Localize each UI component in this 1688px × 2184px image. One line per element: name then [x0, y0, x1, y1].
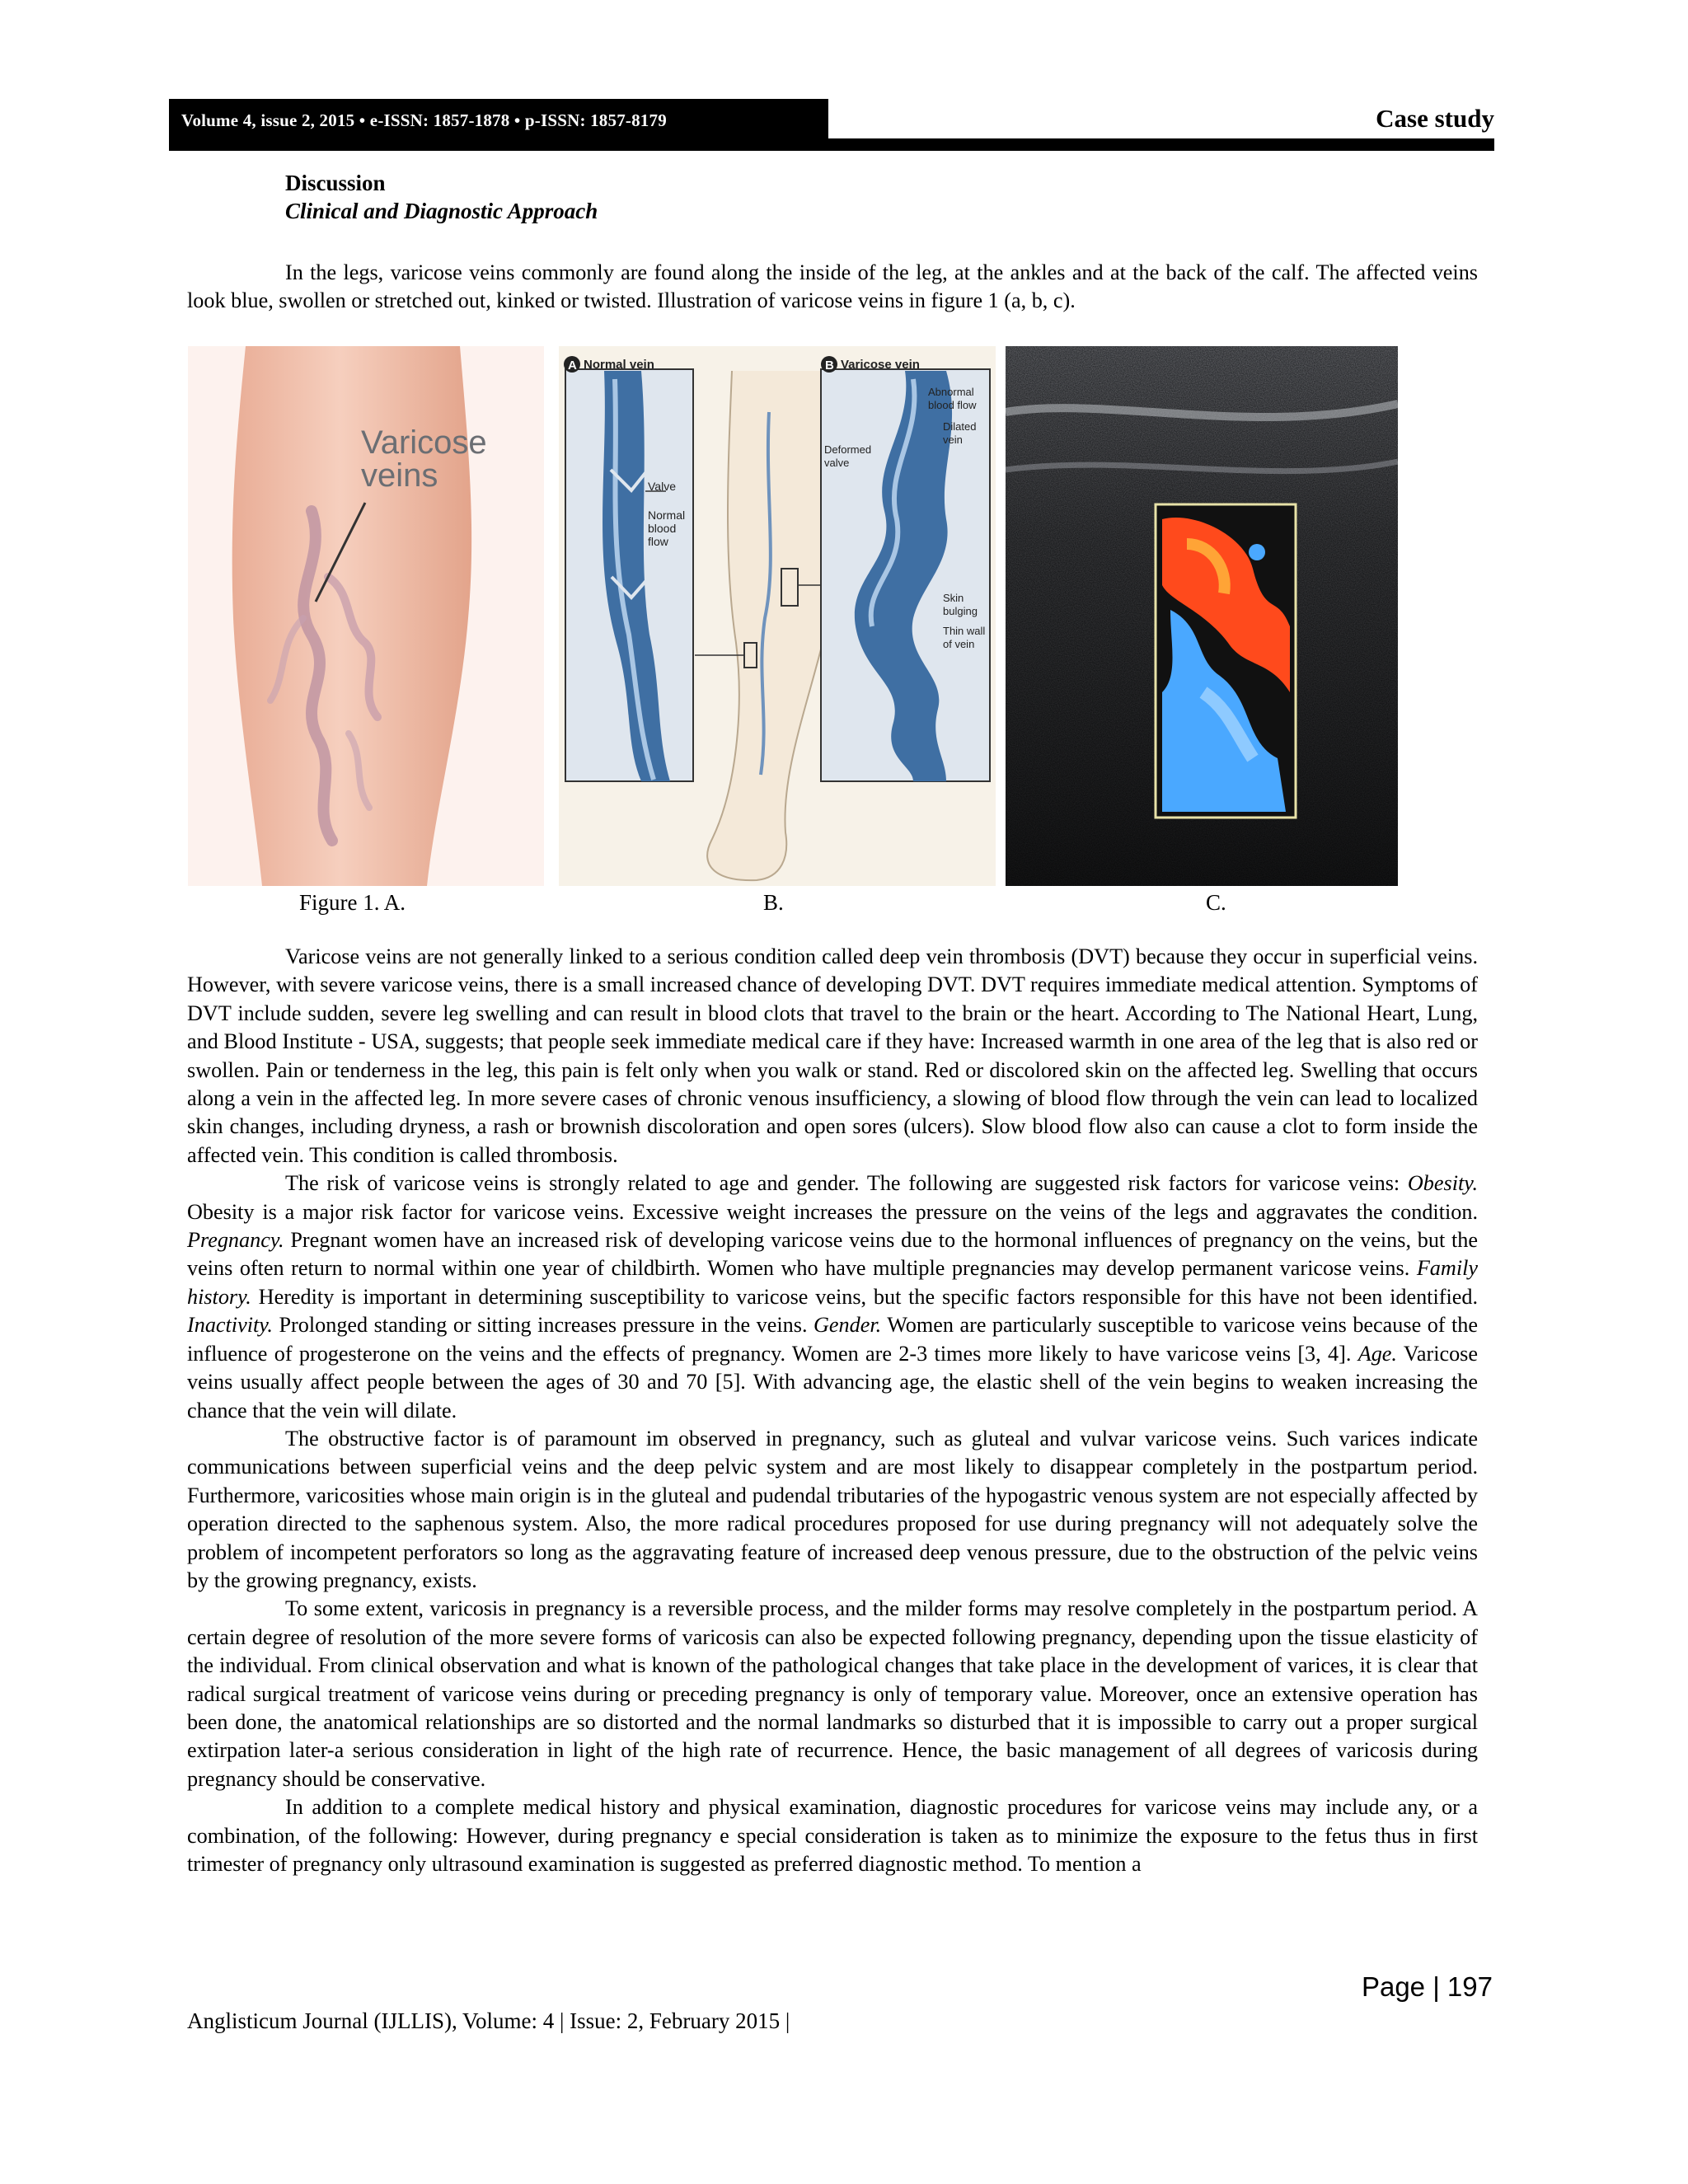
- valve-label: Valve: [648, 480, 676, 493]
- paragraph-diagnostic-procedures: In addition to a complete medical history and physical examination, diagnostic procedures for varicose veins may include any, or a combination, of the following: However, during pregnancy e special consideration is taken as to minimize the exposure to the fetus thus in first trimester of pregnancy only ultrasound examination is suggested as preferred diagnostic method. To mention a: [187, 1795, 1478, 1876]
- dilated-l1: Dilated: [943, 420, 977, 433]
- risk-text-6: Women are particularly susceptible to varicose veins because of the influence of progesterone on the veins and the effects of pregnancy. Women are 2-3 times more likely to have varicose veins [3, 4].: [187, 1313, 1478, 1366]
- journal-info: Volume 4, issue 2, 2015 • e-ISSN: 1857-1878 • p-ISSN: 1857-8179: [181, 110, 667, 130]
- risk-text-3: Pregnant women have an increased risk of developing varicose veins due to the hormonal influences of pregnancy on the veins, but the veins often return to normal within one year of childbirth. Women who have multiple pregnancies may develop permanent varicose veins.: [187, 1228, 1478, 1281]
- risk-text-4: Heredity is important in determining susceptibility to varicose veins, but the specific factors responsible for this have not been identified.: [251, 1284, 1478, 1309]
- varicose-leg-illustration: [188, 346, 544, 886]
- marker-a: A: [568, 359, 577, 373]
- varicose-vein-title: Varicose vein: [841, 358, 920, 372]
- footer-citation: Anglisticum Journal (IJLLIS), Volume: 4 | Issue: 2, February 2015 |: [187, 2008, 790, 2033]
- normal-vein-title: Normal vein: [584, 358, 654, 372]
- normal-flow-l3: flow: [648, 535, 668, 548]
- risk-text-2: Obesity is a major risk factor for varicose veins. Excessive weight increases the pressure on the veins of the legs and aggravates the condition.: [187, 1199, 1478, 1224]
- deformed-l2: valve: [824, 457, 850, 469]
- risk-obesity: Obesity.: [1407, 1171, 1478, 1196]
- risk-text-5: Prolonged standing or sitting increases pressure in the veins.: [272, 1313, 814, 1338]
- risk-text-1: The risk of varicose veins is strongly related to age and gender. The following are suggested risk factors for varicose veins:: [285, 1171, 1408, 1196]
- figure-panel-c: [1006, 346, 1398, 886]
- abnormal-l2: blood flow: [928, 399, 977, 411]
- risk-pregnancy: Pregnancy.: [187, 1228, 284, 1253]
- figure-caption-b: B.: [763, 890, 784, 915]
- marker-b: B: [825, 359, 834, 373]
- risk-text-7: Varicose veins usually affect people between the ages of 30 and 70 [5]. With advancing age, the elastic shell of the vein begins to weaken increasing the chance that the vein will dilate.: [187, 1341, 1478, 1422]
- section-title: Discussion: [285, 171, 386, 195]
- paragraph-obstructive-factor: The obstructive factor is of paramount im observed in pregnancy, such as gluteal and vulvar varicose veins. Such varices indicate communications between superficial veins and the deep pelvic system and are most likely to disappear completely in the postpartum period. Furthermore, varicosities whose main origin is in the gluteal and pudendal tributaries of the hypogastric venous system are not especially affected by operation directed to the saphenous system. Also, the more radical procedures proposed for use during pregnancy will not adequately solve the problem of incompetent perforators so long as the aggravating feature of increased deep venous pressure, due to the obstruction of the pelvic veins by the growing pregnancy, exists.: [187, 1426, 1478, 1592]
- paragraph-reversible-process: To some extent, varicosis in pregnancy is a reversible process, and the milder forms may resolve completely in the postpartum period. A certain degree of resolution of the more severe forms of varicosis can also be expected following pregnancy, depending upon the tissue elasticity of the individual. From clinical observation and what is known of the pathological changes that take place in the development of varices, it is clear that radical surgical treatment of varicose veins during or preceding pregnancy is only of temporary value. Moreover, once an extensive operation has been done, the anatomical relationships are so distorted and the normal landmarks so disturbed that it is impossible to carry out a proper surgical extirpation later-a serious consideration in light of the high rate of recurrence. Hence, the basic management of all degrees of varicosis during pregnancy should be conservative.: [187, 1596, 1478, 1791]
- risk-inactivity: Inactivity.: [187, 1313, 273, 1338]
- thin-l2: of vein: [943, 638, 975, 650]
- intro-block: [187, 259, 1478, 316]
- figure-caption-a: Figure 1. A.: [299, 890, 406, 915]
- page-number: Page | 197: [1361, 1971, 1493, 2002]
- skin-l2: bulging: [943, 605, 978, 617]
- figure-caption-c: C.: [1206, 890, 1226, 915]
- risk-age: Age.: [1357, 1341, 1397, 1366]
- paragraph-dvt: Varicose veins are not generally linked to a serious condition called deep vein thrombosis (DVT) because they occur in superficial veins. However, with severe varicose veins, there is a small increased chance of developing DVT. DVT requires immediate medical attention. Symptoms of DVT include sudden, severe leg swelling and can result in blood clots that travel to the brain or the heart. According to The National Heart, Lung, and Blood Institute - USA, suggests; that people seek immediate medical care if they have: Increased warmth in one area of the leg that is also red or swollen. Pain or tenderness in the leg, this pain is felt only when you walk or stand. Red or discolored skin on the affected leg. Swelling that occurs along a vein in the affected leg. In more severe cases of chronic venous insufficiency, a slowing of blood flow through the vein can lead to localized skin changes, including dryness, a rash or brownish discoloration and open sores (ulcers). Slow blood flow also can cause a clot to form inside the affected vein. This condition is called thrombosis.: [187, 944, 1478, 1167]
- intro-paragraph: In the legs, varicose veins commonly are found along the inside of the leg, at the ankles and at the back of the calf. The affected veins look blue, swollen or stretched out, kinked or twisted. Illustration of varicose veins in figure 1 (a, b, c).: [187, 260, 1478, 313]
- normal-flow-l1: Normal: [648, 509, 686, 522]
- varicose-label-line2: veins: [361, 457, 438, 494]
- normal-flow-l2: blood: [648, 522, 677, 535]
- paragraph-risk-factors: [187, 1169, 1478, 1425]
- risk-gender: Gender.: [813, 1313, 882, 1338]
- abnormal-l1: Abnormal: [928, 386, 974, 398]
- thin-l1: Thin wall: [943, 625, 986, 637]
- figure-panel-a: [188, 346, 544, 886]
- risk-family-history: Family history.: [187, 1256, 1478, 1309]
- figure-panel-b: [559, 346, 996, 886]
- section-label: Case study: [1376, 104, 1494, 133]
- skin-l1: Skin: [943, 592, 964, 604]
- dilated-l2: vein: [943, 434, 963, 446]
- varicose-label-line1: Varicose: [361, 424, 487, 461]
- doppler-ultrasound-image: [1006, 346, 1398, 886]
- header-rule: [169, 138, 1494, 151]
- vein-comparison-diagram: [559, 346, 996, 886]
- section-subtitle: Clinical and Diagnostic Approach: [285, 199, 598, 223]
- deformed-l1: Deformed: [824, 443, 872, 456]
- body-text: [187, 943, 1478, 1878]
